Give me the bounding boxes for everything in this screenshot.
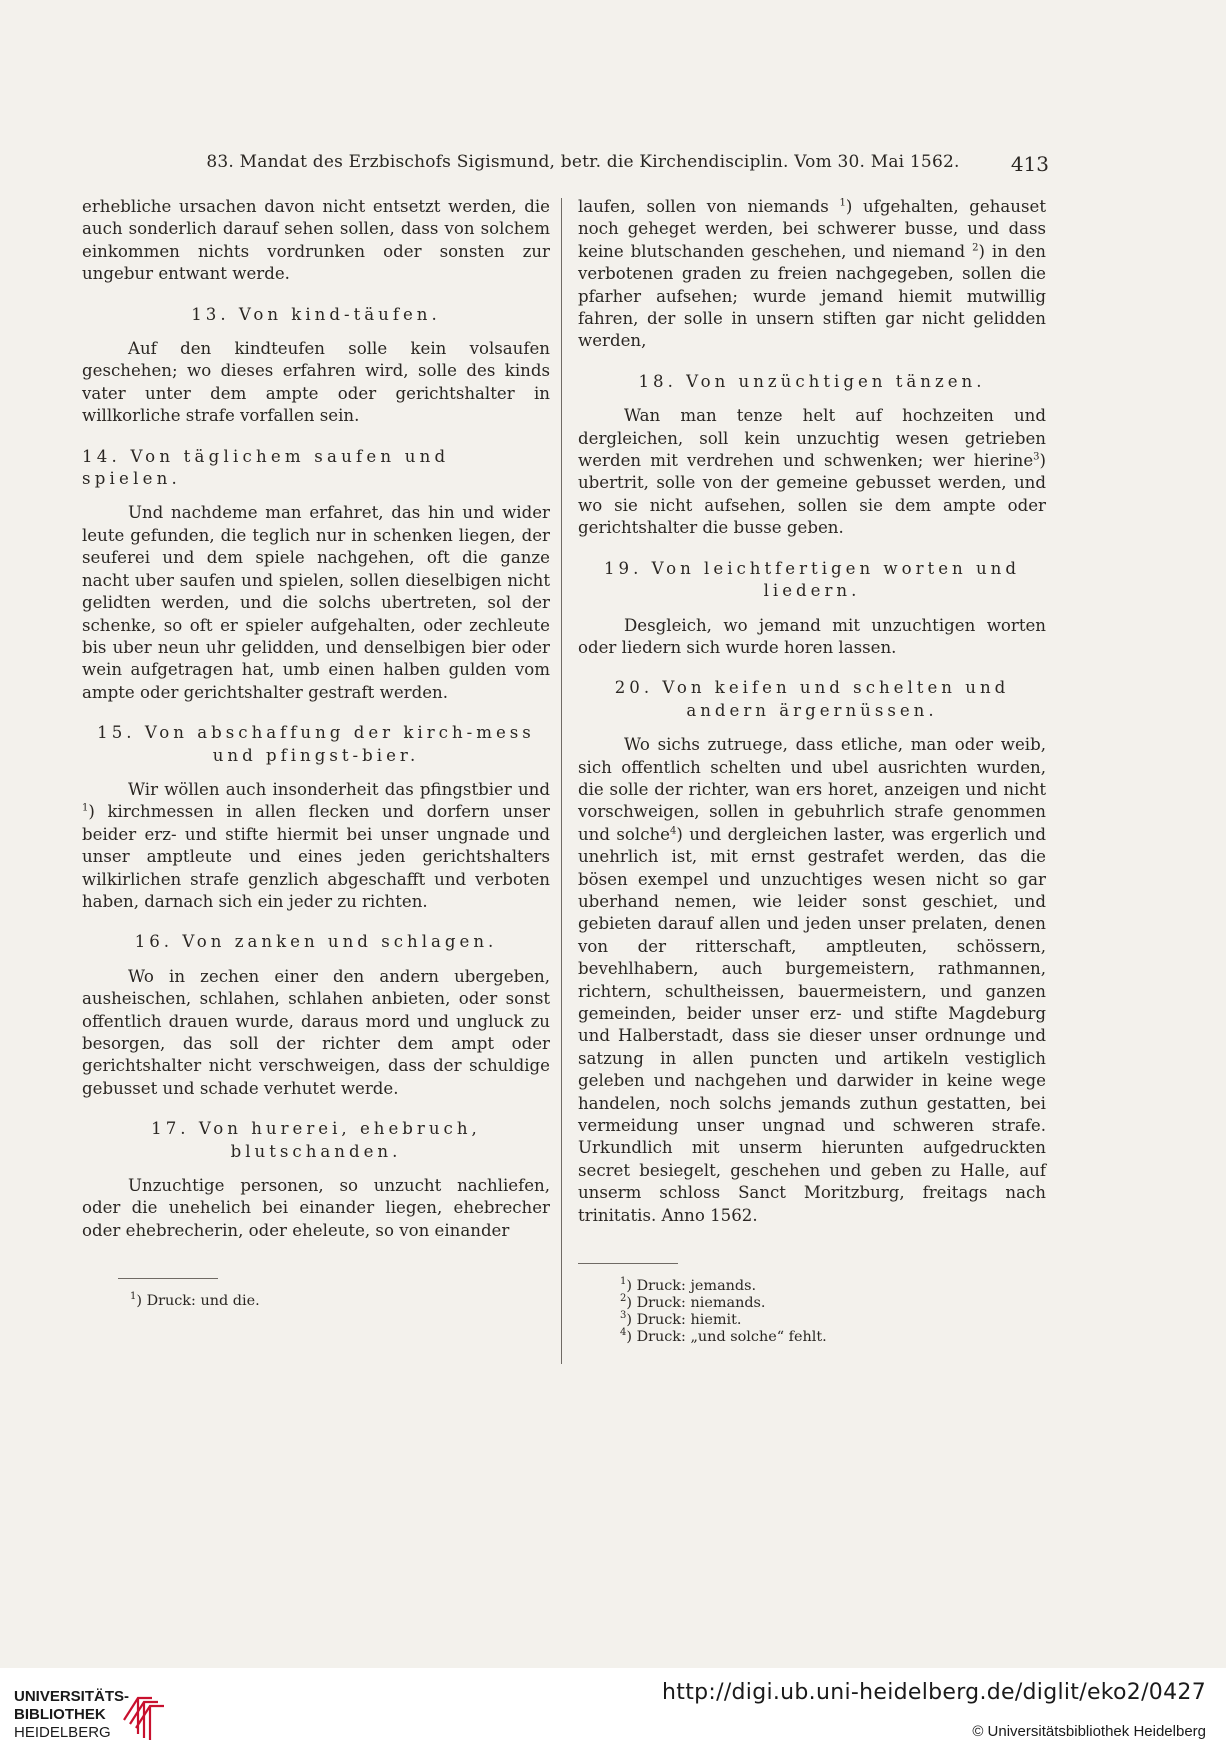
paragraph-17-continued — [578, 196, 1046, 353]
running-title: 83. Mandat des Erzbischofs Sigismund, betr. die Kirchendisciplin. Vom 30. Mai 1562. — [206, 152, 960, 172]
footnote-text: ) Druck: „und solche“ fehlt. — [626, 1329, 827, 1346]
footnote-reference: 2 — [972, 242, 979, 254]
footnote — [130, 1293, 550, 1310]
footnote-mark: 3 — [620, 1310, 627, 1322]
paragraph-16: Wo in zechen einer den andern ubergeben, ausheischen, schlahen, schlahen anbieten, oder sonst offentlich drauen wurde, daraus mord und ungluck zu besorgen, das soll der richter dem ampt oder gerichtshalter nicht verschweigen, dass der schuldige gebusset und schade verhutet werde. — [82, 966, 550, 1098]
library-name-line: BIBLIOTHEK — [14, 1706, 106, 1723]
library-logo-text — [14, 1688, 129, 1742]
footnote-reference: 3 — [1033, 451, 1040, 463]
text-fragment: Wan man tenze helt auf hochzeiten und dergleichen, soll kein unzuchtig wesen getrieben werden mit verdrehen und schwenken; wer hierine — [578, 406, 1046, 471]
section-heading-16: 16. Von zanken und schlagen. — [134, 932, 498, 952]
paragraph-20 — [578, 734, 1046, 1227]
permalink-url[interactable]: http://digi.ub.uni-heidelberg.de/diglit/eko2/0427 — [662, 1680, 1206, 1705]
footnote-mark: 1 — [130, 1291, 137, 1303]
paragraph-intro: erhebliche ursachen davon nicht entsetzt werden, die auch sonderlich darauf sehen sollen, dass von solchem einkommen nichts vordrunken oder sonsten zur ungebur entwant werde. — [82, 197, 550, 284]
page-number: 413 — [1010, 152, 1049, 176]
text-fragment: ) ubertrit, solle von der gemeine gebusset werden, und wo sie nicht aufsehen, sollen sie dem ampte oder gerichtshalter die busse geben. — [578, 451, 1046, 538]
footnote-reference: 1 — [839, 197, 846, 209]
ub-heidelberg-logo-icon — [118, 1680, 170, 1742]
footnote-divider — [118, 1278, 218, 1279]
library-name-line: HEIDELBERG — [14, 1724, 111, 1741]
right-column — [578, 196, 1046, 1346]
left-column — [82, 196, 550, 1310]
footnote — [620, 1312, 1046, 1329]
footnote-text: ) Druck: jemands. — [626, 1278, 757, 1295]
footnote-mark: 1 — [620, 1276, 627, 1288]
section-heading-13: 13. Von kind-täufen. — [191, 304, 441, 324]
text-fragment: Wir wöllen auch insonderheit das pfingstbier und — [128, 779, 550, 799]
footnote-mark: 4 — [620, 1327, 627, 1339]
text-fragment: laufen, sollen von niemands — [578, 197, 829, 216]
section-heading-14: 14. Von täglichem saufen und spielen. — [82, 446, 450, 489]
text-fragment: ) in den verbotenen graden zu freien nachgegeben, sollen die pfarher aufsehen; wurde jemand hiemit mutwillig fahren, der solle in unsern stiften gar nicht gelidden werden, — [578, 241, 1046, 351]
footnote-mark: 2 — [620, 1293, 627, 1305]
section-heading-17: 17. Von hurerei, ehebruch, blutschanden. — [151, 1119, 481, 1161]
paragraph-19: Desgleich, wo jemand mit unzuchtigen worten oder liedern sich wurde horen lassen. — [578, 615, 1046, 657]
section-heading-20: 20. Von keifen und schelten und andern ärgernüssen. — [614, 678, 1010, 720]
library-name-line: UNIVERSITÄTS- — [14, 1688, 130, 1705]
footnote-text: ) Druck: hiemit. — [626, 1312, 742, 1329]
text-fragment: ) ufgehalten, gehauset noch geheget werden, bei schwerer busse, und dass keine blutschanden geschehen, und niemand — [578, 197, 1046, 261]
footnote-reference: 1 — [82, 802, 89, 814]
paragraph-14: Und nachdeme man erfahret, das hin und wider leute gefunden, die teglich nur in schenken liegen, der seuferei und dem spiele nachgehen, oft die ganze nacht uber saufen und spielen, sollen dieselbigen nicht gelidten werden, und die solchs ubertreten, sol der schenke, so oft er spieler aufgehalten, oder zechleute bis uber neun uhr gelidden, und denselbigen bier oder wein aufgetragen hat, umb einen halben gulden vom ampte oder gerichtshalter gestraft werden. — [82, 503, 550, 702]
footnote — [620, 1278, 1046, 1295]
text-fragment: ) und dergleichen laster, was ergerlich und unehrlich ist, mit ernst gestrafet werden, das die bösen exempel und unzuchtiges wesen nicht so gar uberhand nemen, wie leider sonst geschiet, und gebieten darauf allen und jeden unser prelaten, denen von der ritterschaft, amptleuten, schössern, bevehlhabern, auch burgemeistern, rathmannen, richtern, schultheissen, bauermeistern, und ganzen gemeinden, beider unser erz- und stifte Magdeburg und Halberstadt, dass sie dieser unser ordnunge und satzung in allen puncten und artikeln vestiglich geleben und nachgehen und darwider in keine wege handelen, noch solchs jemands zuthun gestatten, bei vermeidung unser ungnad und schweren strafe. Urkundlich mit unserm hierunten aufgedruckten secret besiegelt, geschehen und geben zu Halle, auf unserm schloss Sanct Moritzburg, freitags nach trinitatis. Anno 1562. — [578, 824, 1046, 1225]
section-heading-15: 15. Von abschaffung der kirch-mess und pfingst-bier. — [97, 723, 535, 765]
footnote-divider — [578, 1263, 678, 1264]
footnote-text: ) Druck: und die. — [136, 1293, 260, 1310]
footnote — [620, 1295, 1046, 1312]
footnote-text: ) Druck: niemands. — [626, 1295, 766, 1312]
section-heading-18: 18. Von unzüchtigen tänzen. — [638, 371, 986, 391]
paragraph-17: Unzuchtige personen, so unzucht nachliefen, oder die unehelich bei einander liegen, ehebrecher oder ehebrecherin, oder eheleute, so von einander — [82, 1176, 550, 1240]
copyright-notice: © Universitätsbibliothek Heidelberg — [972, 1723, 1206, 1740]
column-divider — [561, 198, 562, 1364]
section-heading-19: 19. Von leichtfertigen worten und liedern. — [603, 558, 1020, 601]
footnote — [620, 1329, 1046, 1346]
paragraph-18 — [578, 405, 1046, 539]
paragraph-13: Auf den kindteufen solle kein volsaufen geschehen; wo dieses erfahren wird, solle des kinds vater unter dem ampte oder gerichtshalter in willkorliche strafe vorfallen sein. — [82, 339, 550, 426]
footnote-reference: 4 — [670, 825, 677, 837]
text-fragment: ) kirchmessen in allen flecken und dorfern unser beider erz- und stifte hiermit bei unser ungnade und unser amptleute und eines jeden gerichtshalters wilkirlichen strafe genzlich abgeschafft und verboten haben, darnach sich ein jeder zu richten. — [82, 802, 550, 911]
paragraph-15 — [82, 779, 550, 913]
text-fragment: Wo sichs zutruege, dass etliche, man oder weib, sich offentlich schelten und ubel ausrichten wurden, die solle der richter, wan ers horet, anzeigen und nicht vorschweigen, sollen in gebuhrlich strafe genommen und solche — [578, 735, 1046, 844]
